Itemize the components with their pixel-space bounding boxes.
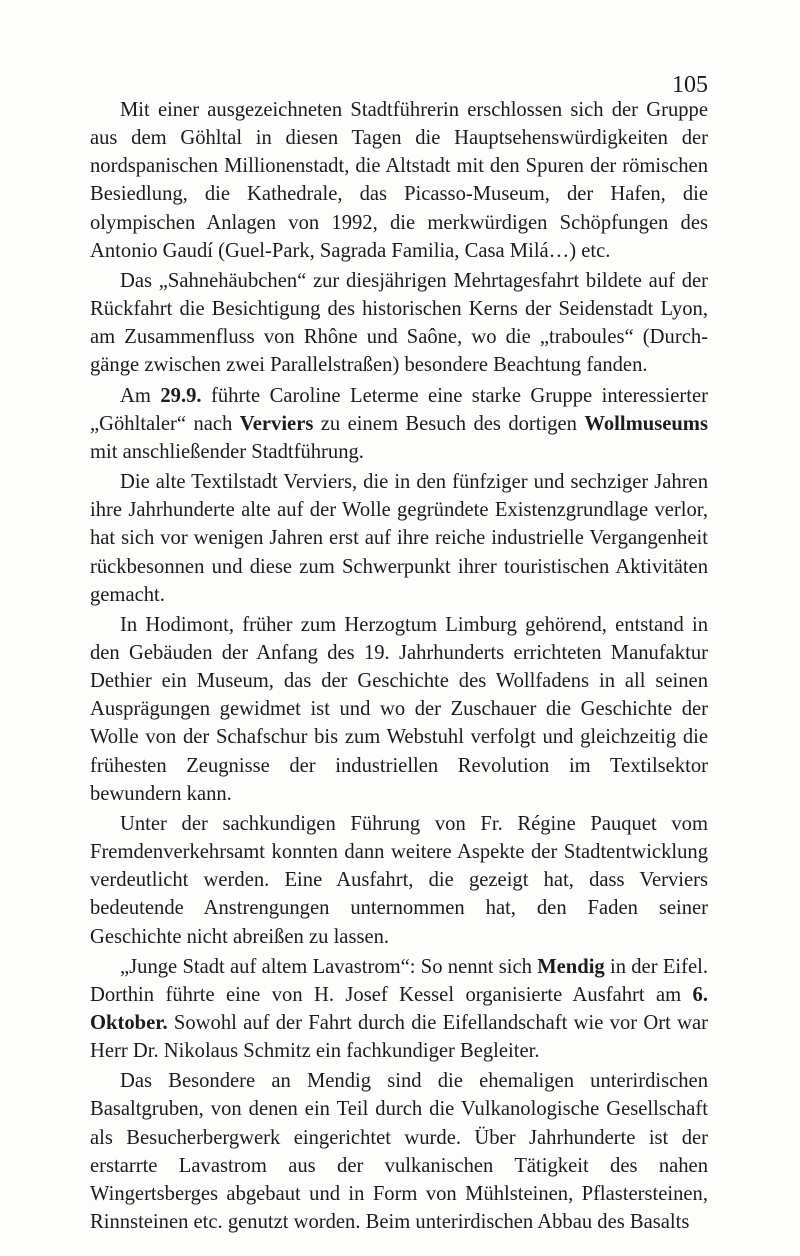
paragraph-text: zu einem Besuch des dortigen	[313, 412, 585, 435]
paragraph-6	[90, 810, 708, 951]
paragraph-text: Sowohl auf der Fahrt durch die Eifellandschaft wie vor Ort war Herr Dr. Nikolaus Schmitz ein fachkundiger Begleiter.	[90, 1012, 708, 1063]
paragraph-text: mit anschließender Stadtführung.	[90, 440, 364, 463]
bold-date: 29.9.	[160, 384, 202, 407]
bold-place: Mendig	[537, 955, 605, 978]
paragraph-text: Das Besondere an Mendig sind die ehemaligen unterirdischen Basaltgruben, von denen ein Teil durch die Vulkanologische Gesellschaft als Besucherbergwerk eingerichtet wurde. Über Jahrhunderte ist der erstarrte Lavastrom aus der vulkanischen Tätigkeit des nahen Wingertsberges abgebaut und in Form von Mühlsteinen, Pflastersteinen, Rinnsteinen etc. genutzt worden. Beim unterirdischen Abbau des Basalts	[90, 1070, 708, 1234]
bold-museum: Wollmuseums	[584, 412, 708, 435]
paragraph-5	[90, 611, 708, 808]
paragraph-text: in der Eifel. Dorthin führte eine von H. Josef Kessel organisierte Ausfahrt am	[90, 955, 708, 1006]
paragraph-text: Das „Sahnehäubchen“ zur diesjährigen Mehrtagesfahrt bildete auf der Rückfahrt die Besichtigung des historischen Kerns der Seidenstadt Lyon, am Zusammenfluss von Rhône und Saône, wo die „traboules“ (Durchgänge zwischen zwei Parallelstraßen) besondere Beachtung fanden.	[90, 269, 708, 377]
paragraph-text: Am	[120, 384, 161, 407]
bold-date: 6. Oktober.	[90, 983, 708, 1034]
paragraph-text: Unter der sachkundigen Führung von Fr. Régine Pauquet vom Fremdenverkehrsamt konnten dann weitere Aspekte der Stadtentwicklung verdeutlicht werden. Eine Ausfahrt, die gezeigt hat, dass Verviers bedeutende Anstrengungen unternommen hat, den Faden seiner Geschichte nicht abreißen zu lassen.	[90, 812, 708, 948]
paragraph-text: „Junge Stadt auf altem Lavastrom“: So nennt sich	[120, 955, 538, 978]
paragraph-text: führte Caroline Leterme eine starke Gruppe interessierter „Göhltaler“ nach	[90, 384, 708, 435]
bold-place: Verviers	[239, 412, 314, 435]
paragraph-text: Die alte Textilstadt Verviers, die in den fünfziger und sechziger Jahren ihre Jahrhunderte alte auf der Wolle gegründete Existenzgrundlage verlor, hat sich vor wenigen Jahren erst auf ihre reiche industrielle Vergangenheit rückbesonnen und diese zum Schwerpunkt ihrer touristischen Aktivitäten gemacht.	[90, 471, 708, 606]
paragraph-7	[90, 953, 708, 1066]
paragraph-2	[90, 267, 708, 380]
body-text	[90, 96, 708, 1238]
paragraph-8	[90, 1067, 708, 1236]
paragraph-3	[90, 382, 708, 466]
paragraph-text: In Hodimont, früher zum Herzogtum Limburg gehörend, entstand in den Gebäuden der Anfang des 19. Jahrhunderts errichteten Manufaktur Dethier ein Museum, das der Geschichte des Wollfadens in all seinen Ausprägungen gewidmet ist und wo der Zuschauer die Geschichte der Wolle von der Schafschur bis zum Webstuhl verfolgt und gleichzeitig die frühesten Zeugnisse der industriellen Revolution im Textilsektor bewundern kann.	[90, 613, 708, 805]
page-number: 105	[672, 72, 708, 98]
paragraph-text: Mit einer ausgezeichneten Stadtführerin erschlossen sich der Gruppe aus dem Göhltal in diesen Tagen die Hauptsehenswürdigkeiten der nordspanischen Millionenstadt, die Altstadt mit den Spuren der römischen Besiedlung, die Kathedrale, das Picasso-Museum, der Hafen, die olympischen Anlagen von 1992, die merkwürdigen Schöpfungen des Antonio Gaudí (Guel-Park, Sagrada Familia, Casa Milá…) etc.	[90, 99, 708, 262]
paragraph-4	[90, 468, 708, 609]
paragraph-1	[90, 96, 708, 265]
